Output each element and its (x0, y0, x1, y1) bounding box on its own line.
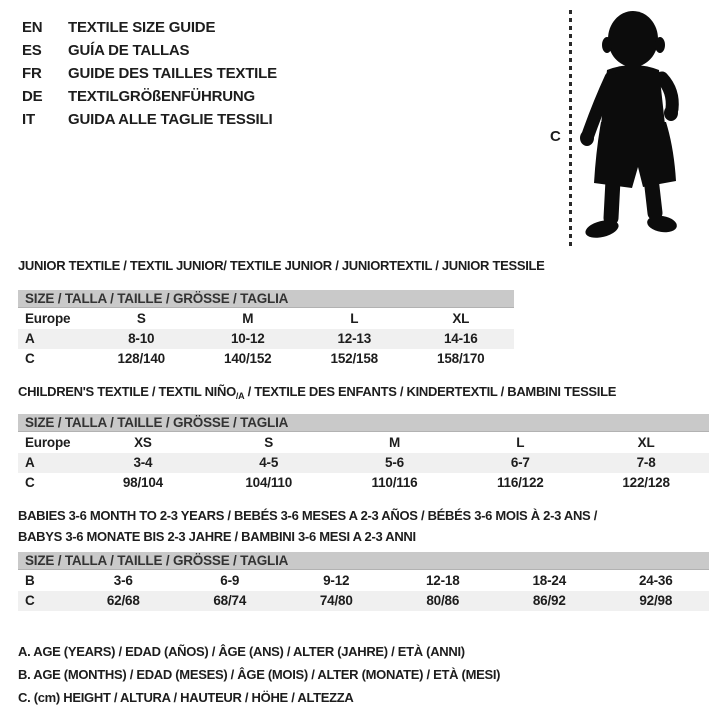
size-cell: L (350, 311, 359, 326)
size-cell: 152/158 (330, 351, 378, 366)
language-code: IT (22, 111, 35, 128)
size-cell: 140/152 (224, 351, 272, 366)
footnote-line-c: C. (cm) HEIGHT / ALTURA / HAUTEUR / HÖHE / ALTEZZA (18, 690, 354, 705)
size-cell: 9-12 (323, 573, 350, 588)
size-cell: 86/92 (532, 593, 566, 608)
size-cell: 8-10 (128, 331, 155, 346)
measure-line (569, 10, 572, 248)
size-cell: 12-18 (425, 573, 460, 588)
size-cell: 128/140 (117, 351, 165, 366)
language-code: DE (22, 88, 43, 105)
size-cell: S (264, 435, 274, 450)
size-cell: L (516, 435, 525, 450)
size-cell: 158/170 (437, 351, 485, 366)
language-label: GUIDA ALLE TAGLIE TESSILI (68, 111, 273, 128)
row-label: C (25, 593, 35, 608)
language-label: GUÍA DE TALLAS (68, 42, 190, 59)
footnotes (18, 640, 500, 709)
size-table-babies (18, 571, 709, 611)
table-row-europe (18, 309, 514, 329)
language-label: GUIDE DES TAILLES TEXTILE (68, 65, 277, 82)
language-label: TEXTILE SIZE GUIDE (68, 19, 216, 36)
size-bar-junior (18, 290, 514, 308)
language-row (22, 62, 277, 85)
size-cell: 98/104 (122, 475, 163, 490)
size-cell: 104/110 (245, 475, 293, 490)
footnote-line-b: B. AGE (MONTHS) / EDAD (MESES) / ÂGE (MOIS) / ALTER (MONATE) / ETÀ (MESI) (18, 667, 501, 682)
language-label: TEXTILGRÖßENFÜHRUNG (68, 88, 256, 105)
size-cell: 6-9 (220, 573, 240, 588)
size-bar-babies (18, 552, 709, 570)
size-cell: 14-16 (443, 331, 478, 346)
footnote-line-a: A. AGE (YEARS) / EDAD (AÑOS) / ÂGE (ANS) / ALTER (JAHRE) / ETÀ (ANNI) (18, 644, 465, 659)
size-cell: M (242, 311, 254, 326)
size-bar-label: SIZE / TALLA / TAILLE / GRÖSSE / TAGLIA (25, 291, 289, 306)
language-code: ES (22, 42, 42, 59)
toddler-silhouette (575, 8, 705, 248)
table-row-height (18, 473, 709, 493)
size-cell: 80/86 (426, 593, 460, 608)
size-cell: 62/68 (106, 593, 140, 608)
size-table-junior (18, 309, 514, 369)
language-row (22, 39, 277, 62)
row-label: Europe (25, 435, 71, 450)
size-cell: 3-6 (113, 573, 133, 588)
size-cell: 110/116 (371, 475, 418, 490)
size-cell: 12-13 (337, 331, 372, 346)
size-cell: 68/74 (213, 593, 247, 608)
table-row-height (18, 349, 514, 369)
section-title-children-pre: CHILDREN'S TEXTILE / TEXTIL NIÑO (18, 384, 236, 399)
size-cell: 74/80 (319, 593, 353, 608)
size-cell: 116/122 (496, 475, 544, 490)
section-title-junior: JUNIOR TEXTILE / TEXTIL JUNIOR/ TEXTILE JUNIOR / JUNIORTEXTIL / JUNIOR TESSILE (18, 258, 545, 273)
size-cell: 5-6 (385, 455, 404, 470)
size-bar-children (18, 414, 709, 432)
size-cell: 10-12 (230, 331, 265, 346)
size-table-children (18, 433, 709, 493)
measure-label-c: C (550, 128, 561, 145)
section-title-babies-line2: BABYS 3-6 MONATE BIS 2-3 JAHRE / BAMBINI 3-6 MESI A 2-3 ANNI (18, 529, 416, 544)
table-row-age (18, 453, 709, 473)
size-cell: S (136, 311, 146, 326)
language-row (22, 108, 277, 131)
section-title-babies (18, 505, 678, 547)
size-cell: 122/128 (622, 475, 670, 490)
language-row (22, 85, 277, 108)
size-cell: 6-7 (510, 455, 530, 470)
size-cell: 7-8 (636, 455, 656, 470)
size-bar-label: SIZE / TALLA / TAILLE / GRÖSSE / TAGLIA (25, 415, 289, 430)
language-code: EN (22, 19, 43, 36)
table-row-height (18, 591, 709, 611)
row-label: Europe (25, 311, 71, 326)
size-cell: 18-24 (532, 573, 567, 588)
size-cell: XL (637, 435, 655, 450)
section-title-children (18, 384, 616, 404)
row-label: B (25, 573, 35, 588)
size-cell: XS (134, 435, 152, 450)
language-row (22, 16, 277, 39)
size-cell: 24-36 (638, 573, 673, 588)
row-label: C (25, 351, 35, 366)
size-cell: 92/98 (639, 593, 673, 608)
row-label: A (25, 331, 35, 346)
size-cell: XL (452, 311, 470, 326)
size-cell: M (388, 435, 401, 450)
table-row-age (18, 329, 514, 349)
size-cell: 4-5 (259, 455, 279, 470)
table-row-months (18, 571, 709, 591)
size-cell: 3-4 (133, 455, 153, 470)
row-label: A (25, 455, 35, 470)
section-title-babies-line1: BABIES 3-6 MONTH TO 2-3 YEARS / BEBÉS 3-6 MESES A 2-3 AÑOS / BÉBÉS 3-6 MOIS À 2-3 ANS / (18, 508, 598, 523)
section-title-children-post: / TEXTILE DES ENFANTS / KINDERTEXTIL / BAMBINI TESSILE (244, 384, 617, 399)
row-label: C (25, 475, 35, 490)
section-title-children-subscript: /A (235, 391, 245, 401)
table-row-europe (18, 433, 709, 453)
size-bar-label: SIZE / TALLA / TAILLE / GRÖSSE / TAGLIA (25, 553, 289, 568)
language-list (22, 16, 277, 131)
language-code: FR (22, 65, 42, 82)
